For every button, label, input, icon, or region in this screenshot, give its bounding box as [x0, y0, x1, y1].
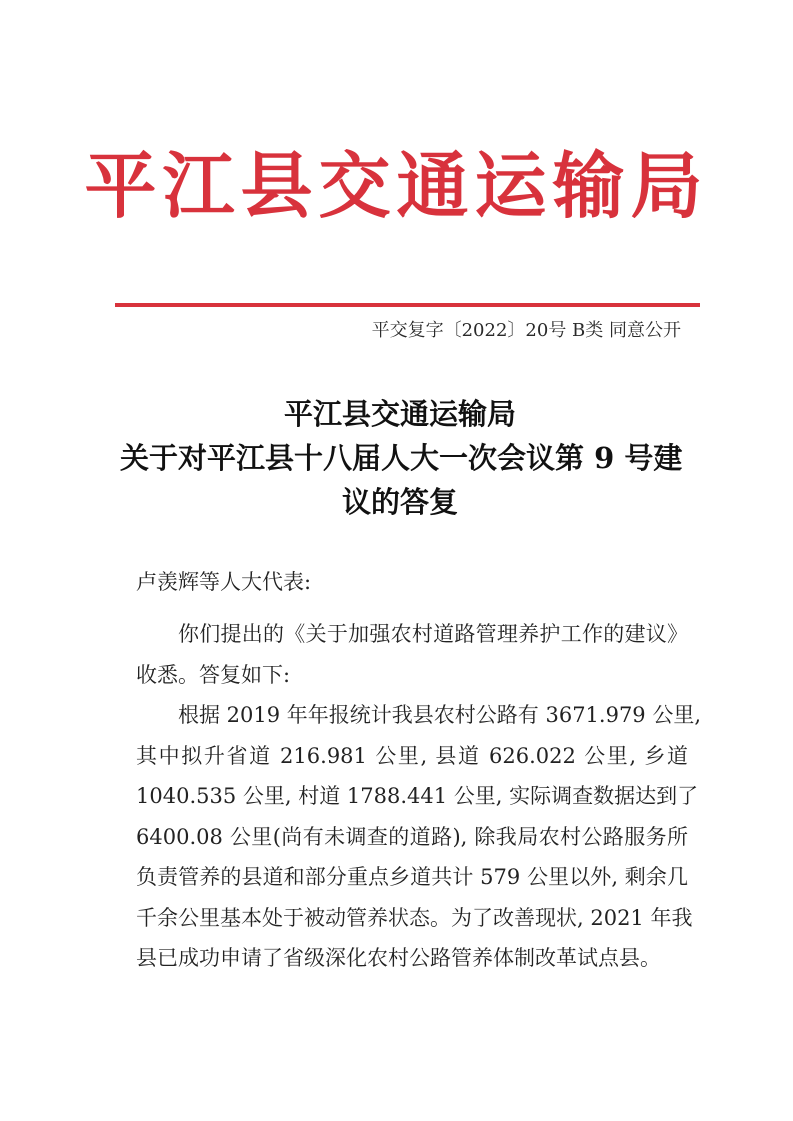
document-title	[120, 392, 683, 524]
paragraph-2-line-1: 根据 2019 年年报统计我县农村公路有 3671.979 公里,	[178, 703, 702, 727]
paragraph-2-line-6: 千余公里基本处于被动管养状态。为了改善现状, 2021 年我	[136, 905, 693, 930]
paragraph-1-line-2: 收悉。答复如下:	[136, 662, 291, 687]
paragraph-2-line-4: 6400.08 公里(尚有未调查的道路), 除我局农村公路服务所	[136, 824, 688, 849]
paragraph-2-line-7: 县已成功申请了省级深化农村公路管养体制改革试点县。	[136, 946, 661, 970]
title-line-2: 关于对平江县十八届人大一次会议第 9 号建	[120, 441, 683, 475]
paragraph-1-line-1: 你们提出的《关于加强农村道路管理养护工作的建议》	[178, 622, 688, 646]
salutation: 卢羡辉等人大代表:	[136, 570, 312, 594]
document-number: 平交复字〔2022〕20号 B类 同意公开	[371, 320, 681, 341]
body-text	[136, 614, 702, 979]
paragraph-2-line-5: 负责管养的县道和部分重点乡道共计 579 公里以外, 剩余几	[136, 865, 688, 889]
agency-letterhead: 平江县交通运输局	[84, 143, 709, 228]
paragraph-2-line-3: 1040.535 公里, 村道 1788.441 公里, 实际调查数据达到了	[136, 784, 699, 808]
title-line-1: 平江县交通运输局	[283, 397, 516, 431]
letterhead-divider	[115, 303, 700, 307]
paragraph-2-line-2: 其中拟升省道 216.981 公里, 县道 626.022 公里, 乡道	[136, 743, 688, 768]
title-line-3: 议的答复	[341, 485, 458, 519]
